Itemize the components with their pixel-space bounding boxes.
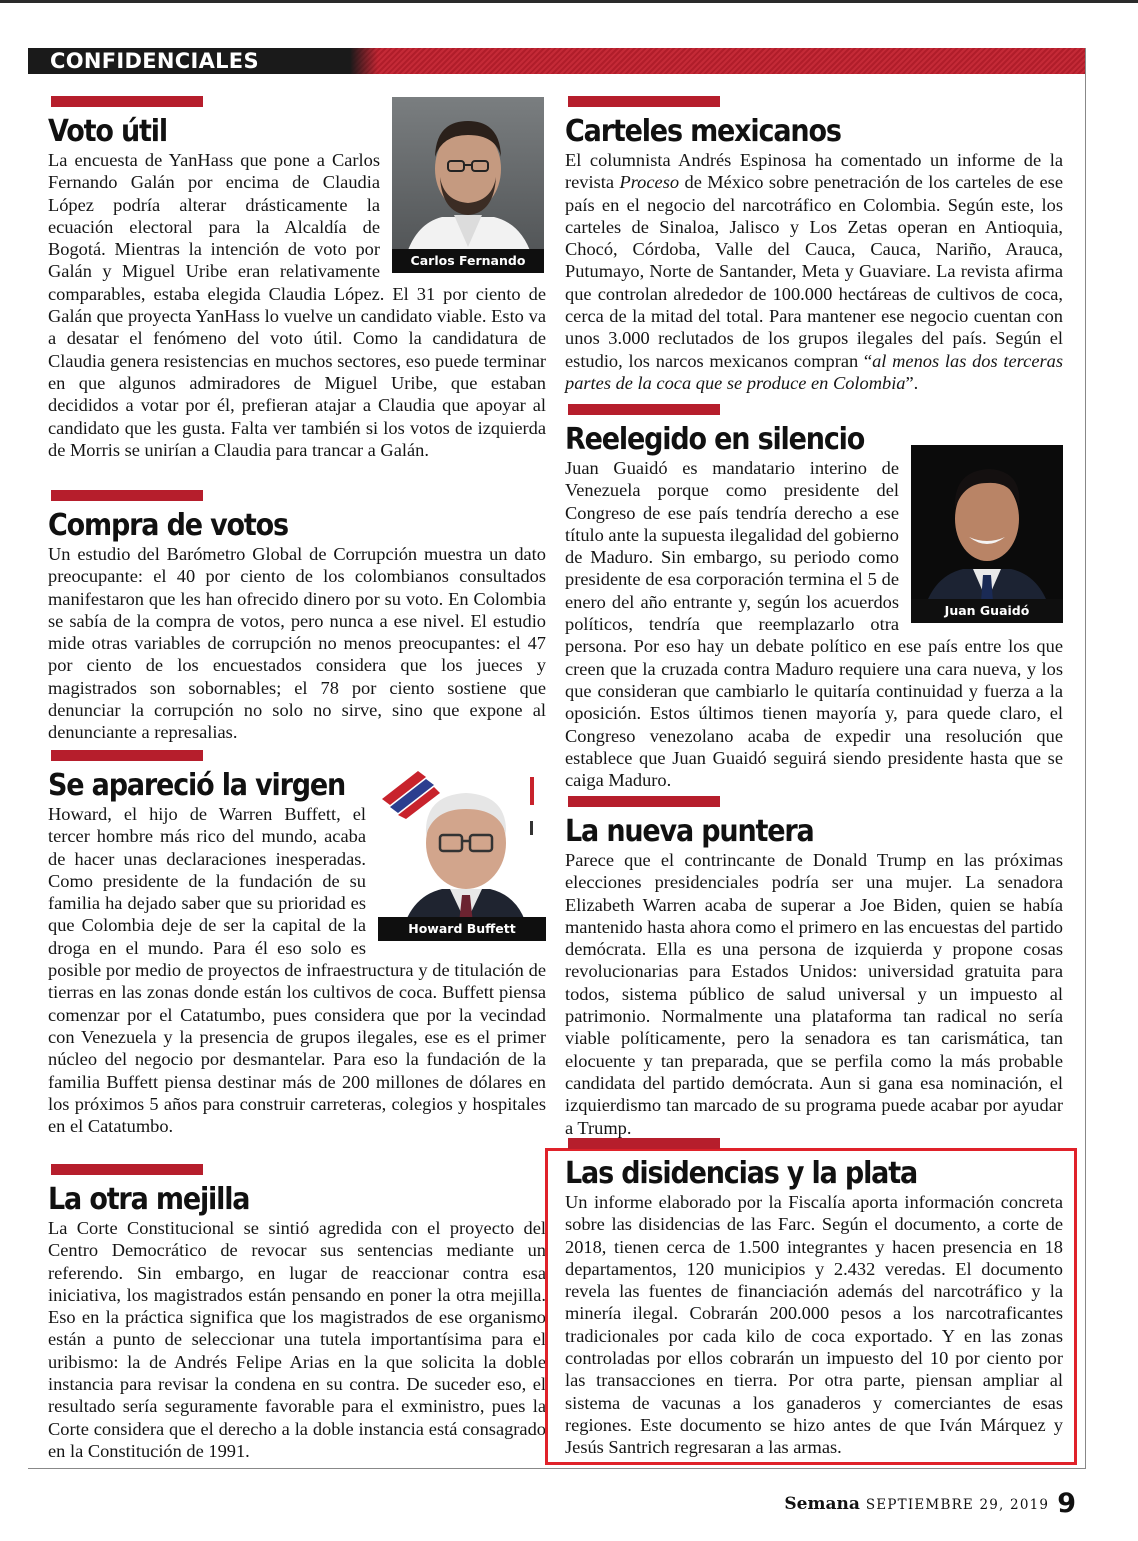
article-body: Juan Guaidó es mandatario interino de Venezuela porque como presidente del Congreso de ese país tendría derecho a ese título ante la supuesta ilegalidad del gobierno de Maduro. Sin embargo, su periodo como presidente de esa corporación termina el 5 de enero del año entrante y, según los acuerdos políticos, tendría que reemplazarlo otra persona. Por eso hay un debate político en ese país entre los que creen que la cruzada contra Maduro requiere una cara nueva, y los que consideran que cambiarlo le quitaría continuidad y fuerza a la oposición. Estos últimos tienen mayoría y, para quede claro, el Congreso venezolano acaba de expedir una resolución que establece que Juan Guaidó seguirá siendo presidente hasta que se caiga Maduro. [565,458,1063,791]
magazine-name: Proceso [619,172,680,193]
article-body: Un informe elaborado por la Fiscalía aporta información concreta sobre las disidencias de las Farc. Según el documento, a corte de 2018, tienen cerca de 1.500 integrantes y hacen presencia en 18 departamentos, 120 municipios y 2.432 veredas. El documento revela las fuentes de financiación además del narcotráfico y la minería ilegal. Cobrarán 200.000 pesos a los narcotraficantes tradicionales por cada kilo de coca exportado. Y en las zonas controladas por ellos cobrarán un impuesto del 10 por ciento por las transacciones en tierra. Por otra parte, piensan ampliar al sistema de vacunas a los ganaderos y comerciantes de esas regiones. Este documento se hizo antes de que Iván Márquez y Jesús Santrich regresaran a las armas. [565,1192,1063,1458]
article-las-disidencias-y-la-plata [565,1138,1063,1459]
article-title: La nueva puntera [565,814,814,849]
article-body: Un estudio del Barómetro Global de Corrupción muestra un dato preocupante: el 40 por ciento de los colombianos consultados manifestaron que les han ofrecido dinero por su voto. En Colombia se sabía de la compra de votos, pero nunca a ese nivel. El estudio mide otras variables de corrupción no menos preocupantes: el 47 por ciento de los encuestados considera que los jueces y magistrados son sobornables; el 78 por ciento sostiene que denunciar la corrupción no solo no sirve, sino que expone al denunciante a represalias. [48,544,546,743]
photo-juan-guaido [911,445,1063,623]
article-title: La otra mejilla [48,1182,250,1217]
article-title: Se apareció la virgen [48,768,346,803]
article-title: Carteles mexicanos [565,114,841,149]
article-body: La Corte Constitucional se sintió agredida con el proyecto del Centro Democrático de revocar sus sentencias mediante un referendo. Sin embargo, en lugar de reaccionar contra esa iniciativa, los magistrados están pensando en poner la otra mejilla. Eso en la práctica significa que los magistrados de ese organismo están a punto de seleccionar una tutela importantísima para el uribismo: la de Andrés Felipe Arias en la que solicita la doble instancia para revisar la condena en su contra. De suceder eso, el resultado sería seguramente favorable para el exministro, pues la Corte considera que el derecho a la doble instancia está consagrado en la Constitución de 1991. [48,1218,546,1461]
article-se-aparecio-la-virgen [48,750,546,1137]
article-marker [51,1164,203,1175]
photo-caption: Juan Guaidó [911,599,1063,623]
article-title: Voto útil [48,114,167,149]
body-text: El columnista Andrés Espinosa ha comentado un informe de la revista [565,150,1063,193]
article-carteles-mexicanos [565,96,1063,394]
article-marker [568,1138,720,1149]
article-marker [568,796,720,807]
article-la-otra-mejilla [48,1164,546,1462]
quote-text: al menos las dos terceras partes de la coca que se produce en Colombia [565,350,1063,393]
issue-date: SEPTIEMBRE 29, 2019 [865,1497,1050,1513]
page-footer [784,1488,1076,1519]
article-title: Reelegido en silencio [565,422,865,457]
article-body: Parece que el contrincante de Donald Trump en las próximas elecciones presidenciales podría ser una mujer. La senadora Elizabeth Warren acaba de superar a Joe Biden, quien se había mantenido hasta ahora como el primero en las encuestas del partido demócrata. Ella es una persona de izquierda y propone cosas revolucionarias para Estados Unidos: universidad gratuita para todos, sistema público de salud universal y un impuesto al patrimonio. Normalmente una plataforma tan radical no sería viable políticamente, pero la senadora es tan carismática, tan elocuente y tan preparada, que se perfila como la más probable candidata del partido demócrata. Aun si gana esa nominación, el izquierdismo tan marcado de su programa puede acabar por ayudar a Trump. [565,850,1063,1138]
article-marker [568,96,720,107]
magazine-brand: Semana [784,1494,860,1514]
article-reelegido-en-silencio [565,404,1063,791]
body-text: de México sobre penetración de los carteles de ese país en el negocio del narcotráfico en Colombia. Según este, los carteles de Sinaloa, Jalisco y Los Zetas operan en Antioquia, Chocó, Córdoba, Valle del Cauca, Cauca, Nariño, Arauca, Putumayo, Norte de Santander, Meta y Guaviare. La revista afirma que controlan alrededor de 100.000 hectáreas de cultivos de coca, cerca de la mitad del total. Para mantener ese negocio cuentan con unos 3.000 reclutados de los grupos ilegales del país. Según el estudio, los narcos mexicanos compran “ [565,172,1063,371]
article-marker [568,404,720,415]
top-rule [0,0,1138,3]
photo-caption: Howard Buffett [378,917,546,941]
photo-caption: Carlos Fernando [392,249,544,273]
article-body [565,149,1063,394]
article-voto-util [48,96,546,461]
section-label: CONFIDENCIALES [28,48,378,74]
article-marker [51,490,203,501]
article-marker [51,96,203,107]
page-number: 9 [1057,1488,1076,1519]
body-text: ”. [905,372,919,393]
article-compra-de-votos [48,490,546,744]
article-la-nueva-puntera [565,796,1063,1139]
article-title: Compra de votos [48,508,288,543]
portrait-image [911,445,1063,623]
article-marker [51,750,203,761]
article-body: La encuesta de YanHass que pone a Carlos Fernando Galán por encima de Claudia López podría alterar drásticamente la ecuación electoral para la Alcaldía de Bogotá. Mientras la intención de voto por Galán y Miguel Uribe eran relativamente comparables, estaba elegida Claudia López. El 31 por ciento de Galán que proyecta YanHass lo vuelve un candidato viable. Esto va a desatar el fenómeno del voto útil. Como la candidatura de Claudia genera resistencias en muchos sectores, eso puede terminar en que algunos admiradores de Miguel Uribe, que estaban decididos a votar por él, prefieran atajar a Claudia que apoyar al candidato que les gusta. Falta ver también si los votos de izquierda de Morris se unirían a Claudia para trancar a Galán. [48,150,546,460]
article-body: Howard, el hijo de Warren Buffett, el tercer hombre más rico del mundo, acaba de hacer unas declaraciones inesperadas. Como presidente de la fundación de su familia ha dejado saber que su prioridad es que Colombia deje de ser la capital de la droga en el mundo. Para él eso solo es posible por medio de proyectos de infraestructura y de titulación de tierras en las zonas donde están los cultivos de coca. Buffett piensa comenzar por el Catatumbo, pues considera que por la vecindad con Venezuela y la presencia de grupos ilegales, ese es el primer núcleo del negocio por desmantelar. Para eso la fundación de la familia Buffett piensa destinar más de 200 millones de dólares en los próximos 5 años para construir carreteras, colegios y hospitales en el Catatumbo. [48,804,546,1137]
article-title: Las disidencias y la plata [565,1156,917,1191]
